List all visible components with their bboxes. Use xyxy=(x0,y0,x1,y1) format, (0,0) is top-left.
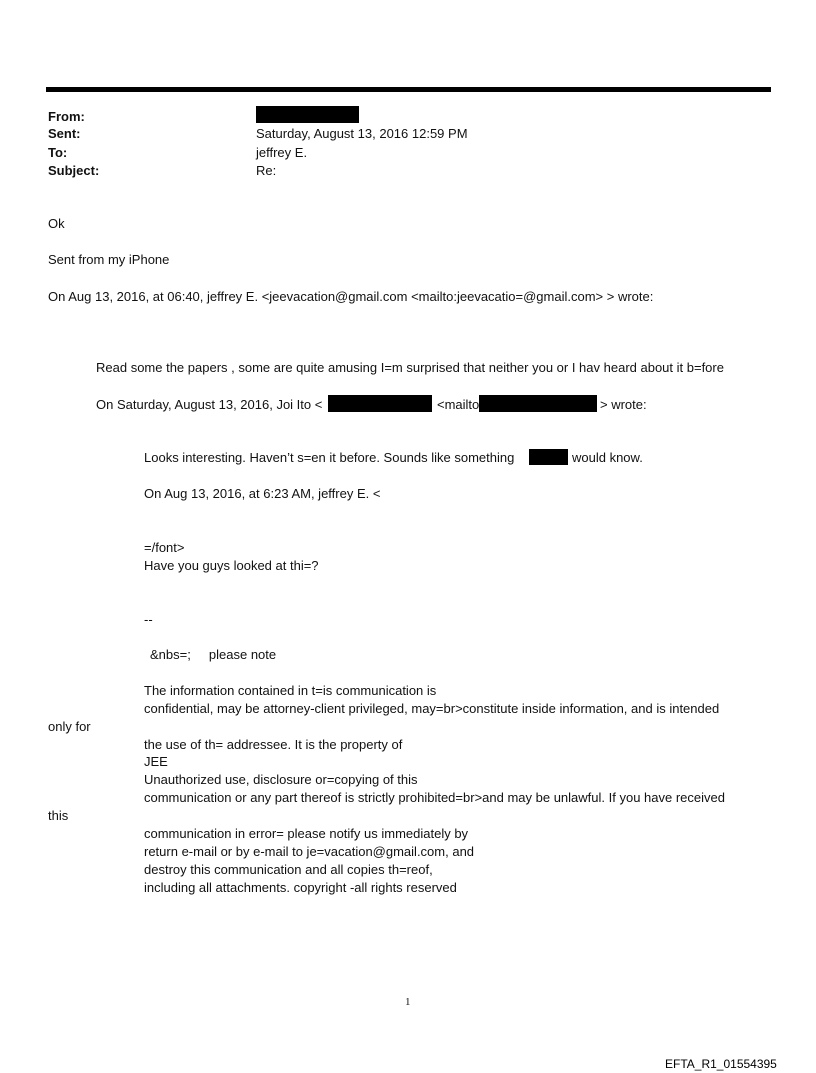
disclaimer-line-12: including all attachments. copyright -all rights reserved xyxy=(144,880,457,895)
document-id: EFTA_R1_01554395 xyxy=(665,1057,777,1071)
disclaimer-line-2: confidential, may be attorney-client privileged, may=br>constitute inside information, and is intended xyxy=(144,701,720,716)
quote2-text-b: would know. xyxy=(572,450,643,465)
page-number: 1 xyxy=(405,996,411,1008)
redaction-name xyxy=(529,449,568,465)
disclaimer-line-11: destroy this communication and all copies th=reof, xyxy=(144,862,433,877)
quote3-intro: On Aug 13, 2016, at 6:23 AM, jeffrey E. < xyxy=(144,486,381,501)
sent-label: Sent: xyxy=(48,126,81,141)
quote2-intro-b: <mailto xyxy=(437,397,480,412)
sent-value: Saturday, August 13, 2016 12:59 PM xyxy=(256,126,468,141)
disclaimer-line-4: the use of th= addressee. It is the property of xyxy=(144,737,403,752)
disclaimer-line-7: communication or any part thereof is strictly prohibited=br>and may be unlawful. If you have received xyxy=(144,790,725,805)
disclaimer-line-5: JEE xyxy=(144,754,168,769)
from-label: From: xyxy=(48,109,85,124)
redaction-from xyxy=(256,106,359,123)
disclaimer-line-10: return e-mail or by e-mail to je=vacation@gmail.com, and xyxy=(144,844,475,859)
header-rule xyxy=(46,87,771,92)
to-value: jeffrey E. xyxy=(256,145,308,160)
dash-separator: -- xyxy=(144,612,153,627)
signature-text: Sent from my iPhone xyxy=(48,252,170,267)
redaction-email-2 xyxy=(479,395,597,412)
font-tag-text: =/font> xyxy=(144,540,185,555)
disclaimer-line-3: only for xyxy=(48,719,91,734)
disclaimer-line-1: The information contained in t=is communication is xyxy=(144,683,437,698)
to-label: To: xyxy=(48,145,68,160)
disclaimer-line-9: communication in error= please notify us immediately by xyxy=(144,826,469,841)
subject-value: Re: xyxy=(256,163,277,178)
subject-label: Subject: xyxy=(48,163,100,178)
disclaimer-line-8: this xyxy=(48,808,69,823)
quote2-text-a: Looks interesting. Haven’t s=en it before. Sounds like something xyxy=(144,450,515,465)
redaction-email-1 xyxy=(328,395,432,412)
reply-text: Ok xyxy=(48,216,65,231)
quote1-text: Read some the papers , some are quite amusing I=m surprised that neither you or I hav heard about it b=fore xyxy=(96,360,724,375)
quote3-text: Have you guys looked at thi=? xyxy=(144,558,319,573)
quote2-intro-c: > wrote: xyxy=(600,397,647,412)
disclaimer-line-6: Unauthorized use, disclosure or=copying of this xyxy=(144,772,418,787)
quote1-intro: On Aug 13, 2016, at 06:40, jeffrey E. <jeevacation@gmail.com <mailto:jeevacatio=@gmail.com> > wrote: xyxy=(48,289,654,304)
nbsp-note: &nbs=; please note xyxy=(150,647,277,662)
quote2-intro-a: On Saturday, August 13, 2016, Joi Ito < xyxy=(96,397,323,412)
